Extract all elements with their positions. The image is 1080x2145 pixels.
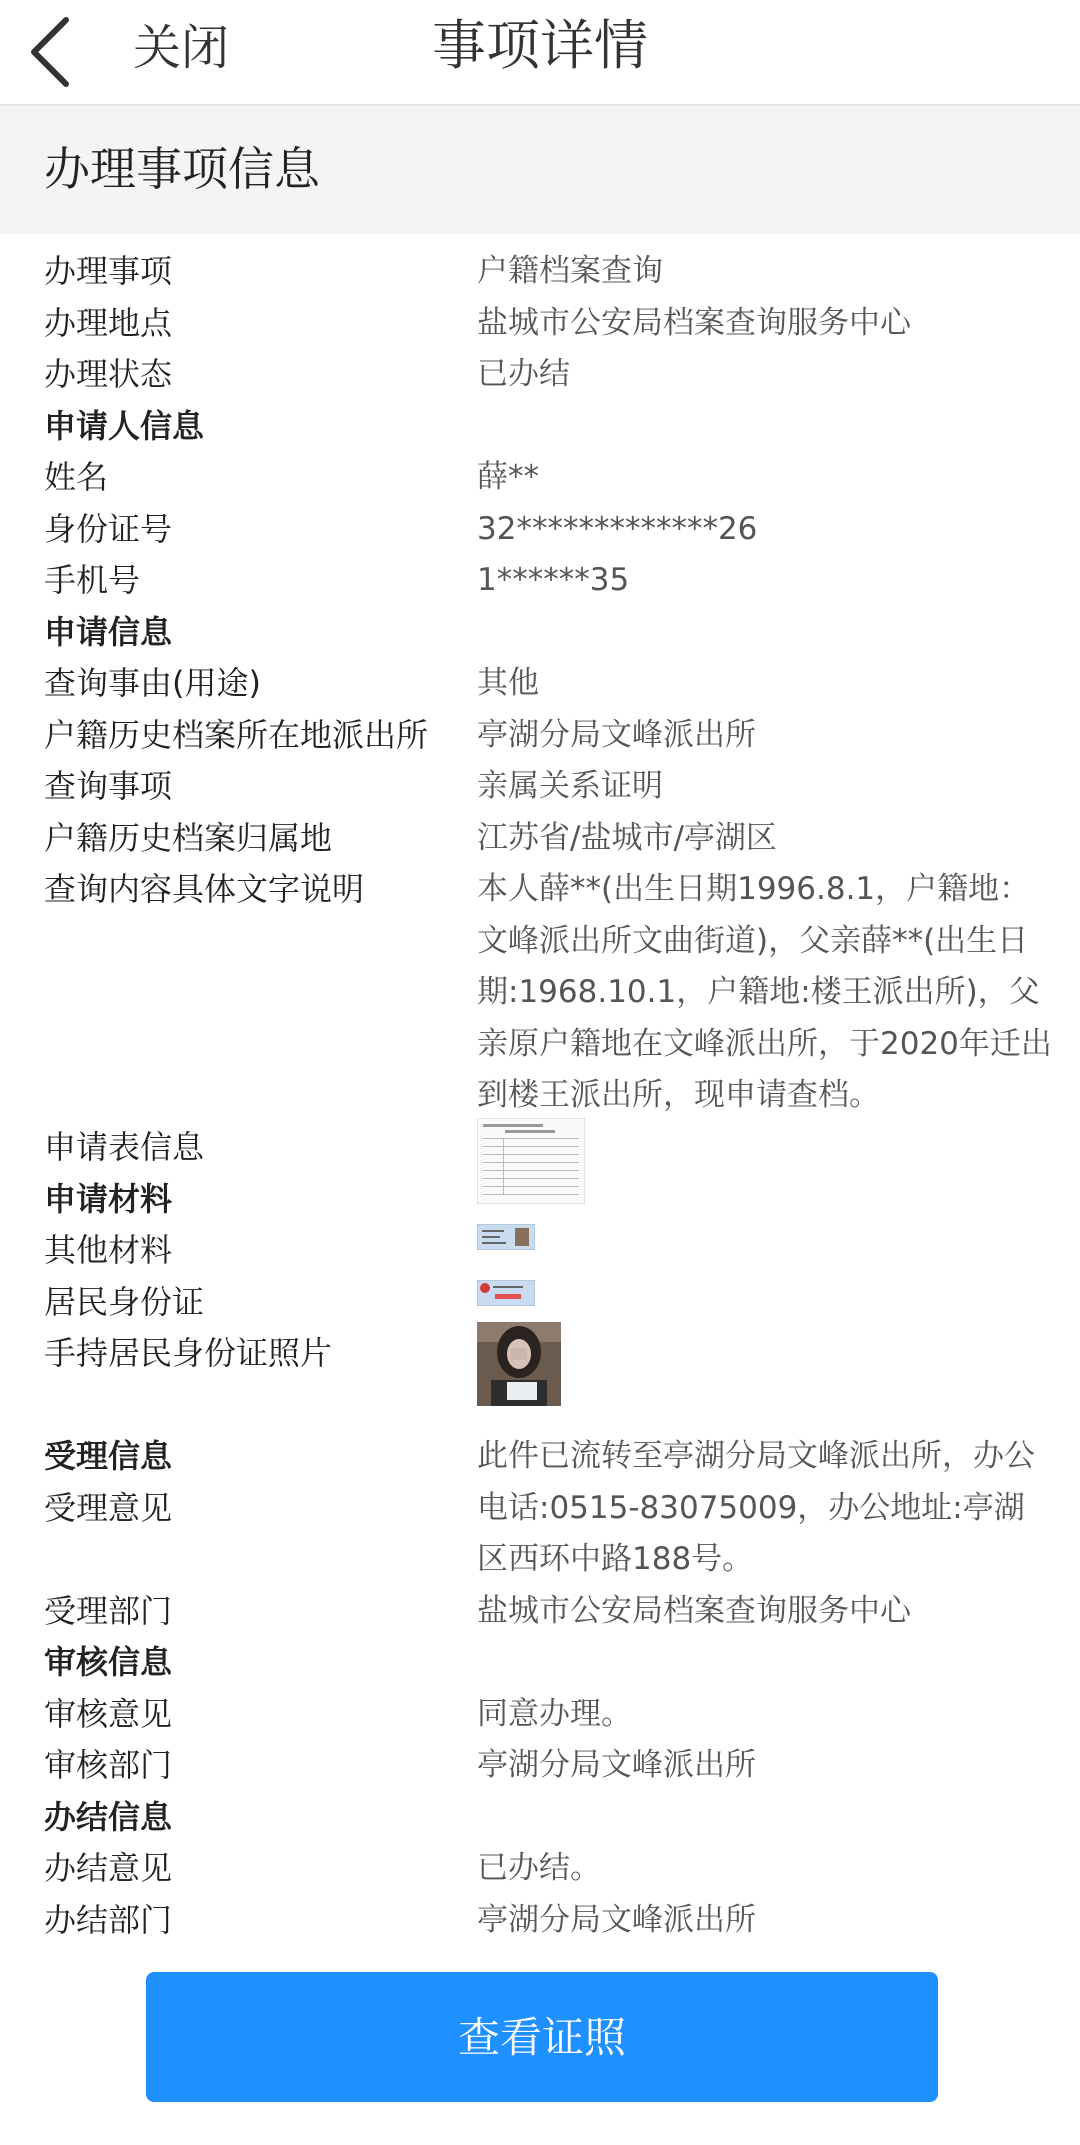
other-materials-thumbnail[interactable] (477, 1224, 535, 1250)
row-label: 办理状态 (44, 355, 173, 393)
row-value: 已办结 (477, 356, 570, 392)
id-card-front-icon (477, 1280, 535, 1306)
handheld-id-photo-thumbnail[interactable] (477, 1322, 561, 1406)
id-card-back-icon (477, 1224, 535, 1250)
row-value: 户籍档案查询 (477, 253, 663, 289)
row-value: 薛** (477, 459, 539, 495)
row-value: 亭湖分局文峰派出所 (477, 1901, 756, 1938)
row-label: 居民身份证 (44, 1282, 205, 1321)
row-value: 亭湖分局文峰派出所 (477, 716, 756, 753)
group-heading: 申请材料 (44, 1179, 173, 1218)
row-label: 查询内容具体文字说明 (44, 870, 365, 908)
row-value: 本人薛**(出生日期1996.8.1，户籍地：文峰派出所文曲街道)，父亲薛**(出生日期:1968.10.1，户籍地:楼王派出所)，父亲原户籍地在文峰派出所，于2020年迁出到楼王派出所，现申请查档。 (477, 871, 1052, 1113)
row-label: 户籍历史档案归属地 (44, 818, 333, 857)
group-heading: 申请人信息 (44, 406, 205, 445)
group-heading: 办结信息 (44, 1797, 173, 1836)
application-form-thumbnail[interactable] (477, 1118, 585, 1204)
row-label: 办结意见 (44, 1849, 173, 1887)
close-button[interactable]: 关闭 (133, 20, 230, 76)
row-label: 审核部门 (44, 1746, 173, 1784)
row-value: 32*************26 (477, 510, 758, 547)
row-value: 同意办理。 (477, 1695, 632, 1732)
row-value: 1******35 (477, 562, 630, 598)
group-heading: 受理信息 (44, 1437, 173, 1475)
row-label: 手机号 (44, 561, 141, 599)
row-value: 其他 (477, 665, 539, 701)
row-label: 审核意见 (44, 1694, 173, 1733)
row-label: 办理地点 (44, 303, 173, 342)
page-title: 事项详情 (432, 14, 648, 77)
section-title: 办理事项信息 (44, 142, 320, 196)
row-label: 申请表信息 (44, 1128, 205, 1166)
person-photo-icon (477, 1322, 561, 1406)
row-value: 江苏省/盐城市/亭湖区 (477, 819, 777, 856)
row-value: 亭湖分局文峰派出所 (477, 1747, 756, 1783)
top-bar (0, 0, 1080, 106)
row-label: 户籍历史档案所在地派出所 (44, 715, 429, 754)
document-thumbnail-icon (477, 1118, 585, 1204)
row-value: 盐城市公安局档案查询服务中心 (477, 304, 911, 341)
acceptance-opinion-text: 此件已流转至亭湖分局文峰派出所，办公电话:0515-83075009，办公地址:亭湖区西环中路188号。 (477, 1438, 1035, 1577)
view-certificate-button[interactable]: 查看证照 (146, 1972, 938, 2102)
row-label: 手持居民身份证照片 (44, 1334, 333, 1372)
row-label: 身份证号 (44, 509, 173, 548)
group-heading: 审核信息 (44, 1643, 173, 1681)
row-label: 办结部门 (44, 1900, 173, 1939)
group-heading: 申请信息 (44, 612, 173, 651)
row-label: 姓名 (44, 458, 109, 496)
row-label: 受理部门 (44, 1591, 173, 1630)
section-header (0, 106, 1080, 234)
row-label: 查询事项 (44, 767, 173, 805)
row-value: 已办结。 (477, 1850, 601, 1886)
row-label: 办理事项 (44, 252, 173, 290)
row-value: 亲属关系证明 (477, 768, 663, 804)
row-label: 查询事由(用途) (44, 664, 261, 702)
row-value: 盐城市公安局档案查询服务中心 (477, 1592, 911, 1629)
row-label: 其他材料 (44, 1231, 173, 1269)
row-label: 受理意见 (44, 1488, 173, 1527)
id-card-thumbnail[interactable] (477, 1280, 535, 1306)
